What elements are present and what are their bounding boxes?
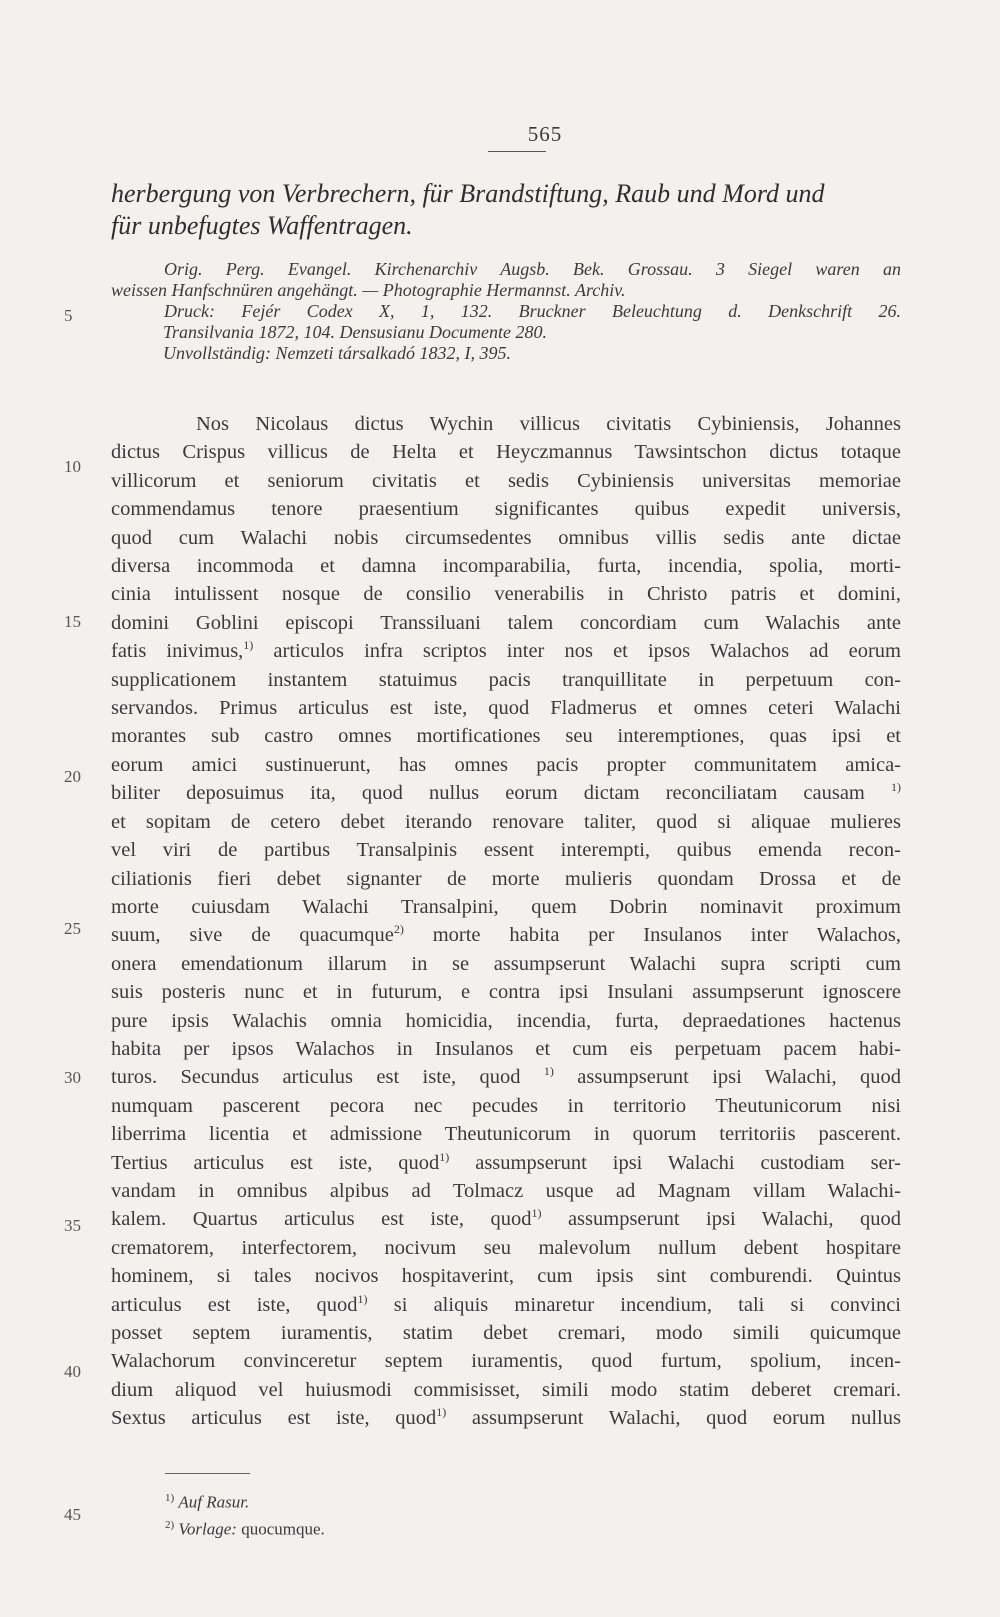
text-segment: assumpserunt Walachi, quod eorum nullus — [446, 1407, 901, 1430]
footnote-reference: 1) — [543, 1064, 554, 1079]
footnote-reference: 1) — [891, 780, 901, 795]
text-segment: eorum amici sustinuerunt, has omnes pacis propter communitatem amica- — [111, 753, 901, 776]
text-line — [111, 552, 901, 580]
footnotes — [165, 1487, 325, 1540]
text-line — [111, 808, 901, 836]
text-line — [111, 694, 901, 722]
print-references-continued — [111, 322, 901, 343]
text-segment: morantes sub castro omnes mortificationes seu interemptiones, quas ipsi et — [111, 725, 901, 748]
page-number: 565 — [527, 122, 563, 146]
text-segment: vandam in omnibus alpibus ad Tolmacz usque ad Magnam villam Walachi- — [111, 1179, 901, 1202]
margin-line-number: 40 — [64, 1362, 81, 1381]
text-line — [111, 751, 901, 779]
text-segment: morte habita per Insulanos inter Walachos, — [403, 924, 901, 947]
text-segment: Nos Nicolaus dictus Wychin villicus civitatis Cybiniensis, Johannes — [196, 413, 901, 435]
footnote — [165, 1514, 325, 1541]
text-segment: cinia intulissent nosque de consilio venerabilis in Christo patris et domini, — [111, 583, 901, 606]
text-segment: si aliquis minaretur incendium, tali si convinci — [367, 1293, 901, 1316]
text-line — [111, 1177, 901, 1205]
source-note-continued — [111, 280, 901, 301]
text-segment: assumpserunt ipsi Walachi, quod — [553, 1066, 901, 1089]
text-segment: suum, sive de quacumque — [111, 924, 394, 947]
text-segment: onera emendationum illarum in se assumpserunt Walachi supra scripti cum — [111, 952, 901, 975]
margin-line-number: 35 — [64, 1216, 81, 1235]
footnote-label: Vorlage: — [178, 1519, 237, 1539]
margin-line-number: 20 — [64, 767, 81, 786]
footnote-reference: 1) — [439, 1149, 450, 1164]
text-line — [111, 1120, 901, 1148]
source-note-line: Orig. Perg. Evangel. Kirchenarchiv Augsb. Bek. Grossau. 3 Siegel waren an — [164, 259, 901, 279]
text-line — [111, 438, 901, 466]
text-segment: dictus Crispus villicus de Helta et Heyczmannus Tawsintschon dictus totaque — [111, 441, 901, 464]
text-segment: hominem, si tales nocivos hospitaverint, cum ipsis sint comburendi. Quintus — [111, 1265, 901, 1288]
main-text — [111, 410, 901, 1433]
text-segment: quod cum Walachi nobis circumsedentes omnibus villis sedis ante dictae — [111, 526, 901, 549]
text-line — [111, 1205, 901, 1233]
text-line — [111, 722, 901, 750]
text-segment: commendamus tenore praesentium significantes quibus expedit universis, — [111, 498, 901, 521]
text-line — [111, 1234, 901, 1262]
text-line — [111, 666, 901, 694]
source-note — [111, 259, 901, 280]
text-line — [111, 637, 901, 665]
text-segment: dium aliquod vel huiusmodi commisisset, simili modo statim deberet cremari. — [111, 1378, 901, 1401]
text-segment: articulos infra scriptos inter nos et ipsos Walachos ad eorum — [253, 640, 901, 663]
text-line — [111, 495, 901, 523]
text-segment: ciliationis fieri debet signanter de morte mulieris quondam Drossa et de — [111, 867, 901, 890]
text-segment: villicorum et seniorum civitatis et sedis Cybiniensis universitas memoriae — [111, 469, 901, 492]
footnote-reference: 2) — [393, 922, 404, 937]
text-segment: domini Goblini episcopi Transsiluani talem concordiam cum Walachis ante — [111, 611, 901, 634]
footnote-mark: 1) — [165, 1492, 175, 1504]
text-line — [111, 865, 901, 893]
text-segment: servandos. Primus articulus est iste, quod Fladmerus et omnes ceteri Walachi — [111, 697, 901, 720]
text-line — [111, 1262, 901, 1290]
text-segment: Sextus articulus est iste, quod — [111, 1407, 437, 1430]
footnote-reference: 1) — [531, 1206, 542, 1221]
text-segment: liberrima licentia et admissione Theutunicorum in quorum territoriis pascerent. — [111, 1123, 901, 1146]
text-segment: kalem. Quartus articulus est iste, quod — [111, 1208, 532, 1231]
text-segment: diversa incommoda et damna incomparabilia, furta, incendia, spolia, morti- — [111, 555, 901, 578]
margin-line-number: 45 — [64, 1505, 81, 1524]
text-segment: et sopitam de cetero debet iterando renovare taliter, quod si aliquae mulieres — [111, 810, 901, 833]
document-title — [111, 178, 901, 242]
source-note-line: weissen Hanfschnüren angehängt. — Photographie Hermannst. Archiv. — [111, 280, 626, 300]
page-number-rule — [488, 151, 546, 152]
text-segment: numquam pascerent pecora nec pecudes in territorio Theutunicorum nisi — [111, 1094, 901, 1117]
margin-line-number: 25 — [64, 919, 81, 938]
text-line — [111, 410, 901, 438]
text-segment: pure ipsis Walachis omnia homicidia, incendia, furta, depraedationes hactenus — [111, 1009, 901, 1032]
text-line — [111, 1063, 901, 1091]
text-segment: Walachorum convinceretur septem iuramentis, quod furtum, spolium, incen- — [111, 1350, 901, 1373]
text-segment: articulus est iste, quod — [111, 1293, 358, 1316]
text-segment: biliter deposuimus ita, quod nullus eorum dictam reconciliatam causam — [111, 782, 891, 805]
text-line — [111, 1319, 901, 1347]
footnote-label: Auf Rasur. — [178, 1492, 250, 1512]
print-references — [111, 301, 901, 322]
text-segment: suis posteris nunc et in futurum, e contra ipsi Insulani assumpserunt ignoscere — [111, 981, 901, 1004]
text-line — [111, 779, 901, 807]
text-line — [111, 921, 901, 949]
print-reference-line: Druck: Fejér Codex X, 1, 132. Bruckner Beleuchtung d. Denkschrift 26. — [164, 301, 901, 321]
title-line: für unbefugtes Waffentragen. — [111, 211, 413, 240]
text-segment: assumpserunt ipsi Walachi, quod — [541, 1208, 901, 1231]
text-segment: morte cuiusdam Walachi Transalpini, quem Dobrin nominavit proximum — [111, 895, 901, 918]
text-line — [111, 1376, 901, 1404]
text-segment: habita per ipsos Walachos in Insulanos et cum eis perpetuam pacem habi- — [111, 1037, 901, 1060]
text-segment: turos. Secundus articulus est iste, quod — [111, 1066, 544, 1089]
footnote-reference: 1) — [436, 1405, 447, 1420]
margin-line-number: 15 — [64, 612, 81, 631]
incomplete-edition-note — [111, 343, 901, 364]
footnote-reference: 1) — [243, 638, 254, 653]
footnote-rule — [165, 1473, 250, 1474]
text-segment: crematorem, interfectorem, nocivum seu malevolum nullum debent hospitare — [111, 1236, 901, 1259]
text-line — [111, 524, 901, 552]
text-line — [111, 836, 901, 864]
print-reference-line: Transilvania 1872, 104. Densusianu Documente 280. — [163, 322, 547, 342]
footnote-text: quocumque. — [236, 1519, 325, 1539]
text-line — [111, 609, 901, 637]
footnote-mark: 2) — [165, 1518, 175, 1531]
footnote — [165, 1487, 325, 1514]
text-segment: fatis inivimus, — [111, 640, 244, 663]
text-line — [111, 580, 901, 608]
text-line — [111, 1404, 901, 1432]
text-segment: vel viri de partibus Transalpinis essent interempti, quibus emenda recon- — [111, 839, 901, 862]
text-line — [111, 950, 901, 978]
margin-line-number: 5 — [64, 306, 73, 325]
text-line — [111, 1007, 901, 1035]
text-segment: posset septem iuramentis, statim debet cremari, modo simili quicumque — [111, 1322, 901, 1344]
text-line — [111, 1347, 901, 1375]
text-line — [111, 1092, 901, 1120]
text-line — [111, 467, 901, 495]
text-segment: Tertius articulus est iste, quod — [111, 1151, 440, 1174]
text-segment: assumpserunt ipsi Walachi custodiam ser- — [449, 1151, 901, 1174]
margin-line-number: 30 — [64, 1068, 81, 1087]
title-line: herbergung von Verbrechern, für Brandstiftung, Raub und Mord und — [111, 179, 825, 208]
text-line — [111, 978, 901, 1006]
text-line — [111, 1035, 901, 1063]
text-line — [111, 1291, 901, 1319]
incomplete-edition-line: Unvollständig: Nemzeti társalkadó 1832, I, 395. — [163, 343, 511, 363]
margin-line-number: 10 — [64, 457, 81, 476]
text-segment: supplicationem instantem statuimus pacis tranquillitate in perpetuum con- — [111, 668, 901, 691]
source-apparatus — [111, 259, 901, 364]
text-line — [111, 893, 901, 921]
footnote-reference: 1) — [357, 1291, 368, 1306]
text-line — [111, 1149, 901, 1177]
